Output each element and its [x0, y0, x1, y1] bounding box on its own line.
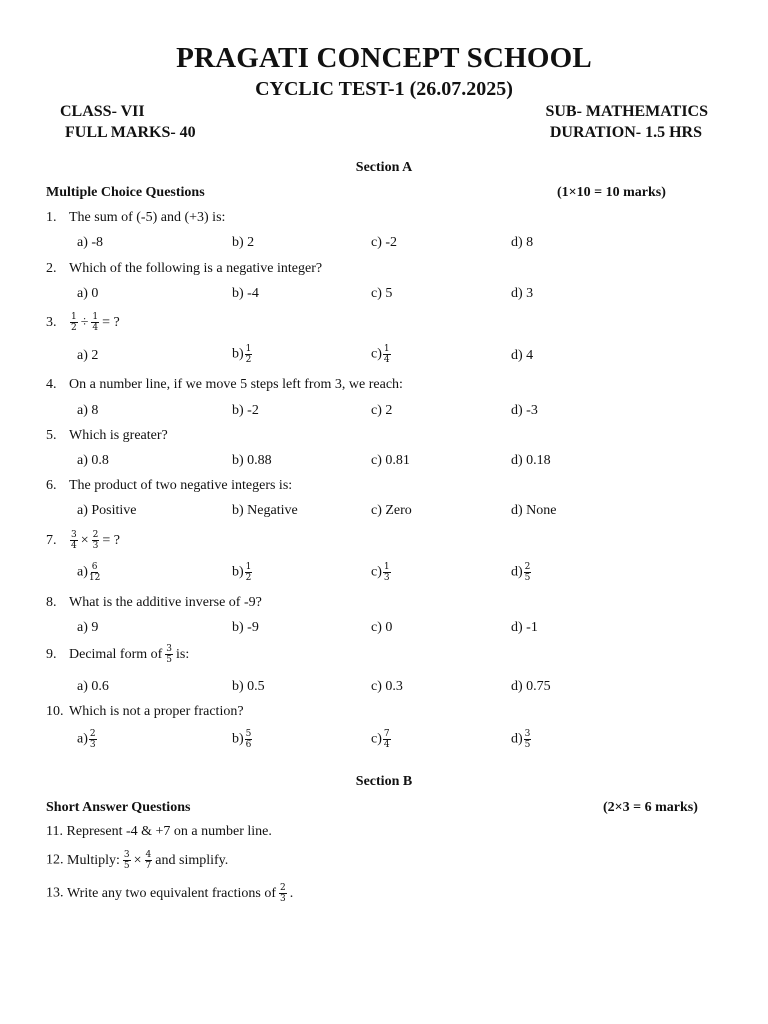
question-text: Which is greater?: [69, 428, 168, 443]
question-11: [46, 824, 272, 840]
question-number: 9.: [46, 646, 57, 662]
question-text: Which of the following is a negative integer?: [69, 261, 323, 276]
full-marks-label: FULL MARKS- 40: [65, 124, 196, 141]
option-d: d) -3: [511, 403, 538, 418]
question-12: [46, 850, 228, 871]
option-a: a) $\frac{2}{3}$: [77, 729, 96, 750]
fraction: $\frac{1}{2}$: [71, 312, 77, 333]
question-4: [46, 377, 403, 393]
option-d: d) -1: [511, 620, 538, 635]
question-3: [46, 312, 120, 333]
question-number: 10.: [46, 704, 64, 719]
fraction: $\frac{3}{5}$: [123, 850, 130, 871]
question-number: 13.: [46, 885, 64, 901]
option-d: d) 8: [511, 235, 534, 250]
question-number: 3.: [46, 314, 57, 330]
fraction: $\frac{3}{5}$: [166, 644, 173, 665]
option-b: b) $\frac{1}{2}$: [232, 344, 252, 365]
fraction: $\frac{1}{4}$: [92, 312, 99, 333]
mcq-heading: Multiple Choice Questions: [46, 185, 205, 200]
question-9: [46, 644, 189, 665]
option-d: d) 4: [511, 348, 534, 363]
question-number: 8.: [46, 595, 57, 610]
option-b: b) 0.88: [232, 453, 272, 468]
option-c: c) 2: [371, 403, 393, 418]
option-a: a) 0.8: [77, 453, 109, 468]
question-number: 2.: [46, 261, 57, 276]
question-number: 12.: [46, 852, 64, 868]
option-d: d) 0.18: [511, 453, 551, 468]
question-8: [46, 595, 262, 611]
option-d: d) None: [511, 503, 557, 518]
option-b: b) 0.5: [232, 679, 265, 694]
math-expression: $\frac{3}{4}$ × $\frac{2}{3}$ = ?: [71, 530, 120, 551]
option-a: a) 8: [77, 403, 99, 418]
option-d: d) 3: [511, 286, 534, 301]
question-number: 1.: [46, 210, 57, 225]
math-expression: $\frac{1}{2}$ ÷ $\frac{1}{4}$ = ?: [71, 312, 120, 333]
option-a: a) 2: [77, 348, 99, 363]
question-text: On a number line, if we move 5 steps left from 3, we reach:: [69, 377, 403, 392]
option-b: b) -2: [232, 403, 259, 418]
question-text: Write any two equivalent fractions of $\frac{2}{3}$ .: [67, 883, 294, 904]
class-label: CLASS- VII: [60, 103, 145, 120]
option-c: c) 0.3: [371, 679, 403, 694]
subject-label: SUB- MATHEMATICS: [545, 103, 708, 120]
fraction: $\frac{2}{3}$: [279, 883, 286, 904]
question-number: 6.: [46, 478, 57, 493]
option-a: a) -8: [77, 235, 104, 250]
question-text: The product of two negative integers is:: [69, 478, 293, 493]
question-text: Multiply: $\frac{3}{5}$ × $\frac{4}{7}$ and simplify.: [67, 850, 229, 871]
option-b: b) $\frac{1}{2}$: [232, 562, 252, 583]
short-answer-marks: (2×3 = 6 marks): [603, 800, 698, 815]
question-number: 5.: [46, 428, 57, 443]
option-b: b) 2: [232, 235, 255, 250]
option-c: c) Zero: [371, 503, 412, 518]
option-c: c) 5: [371, 286, 393, 301]
option-d: d) 0.75: [511, 679, 551, 694]
fraction: $\frac{4}{7}$: [145, 850, 152, 871]
question-number: 4.: [46, 377, 57, 392]
question-number: 7.: [46, 532, 57, 548]
question-5: [46, 428, 168, 444]
duration-label: DURATION- 1.5 HRS: [549, 124, 702, 141]
option-d: d) $\frac{2}{5}$: [511, 562, 531, 583]
mcq-marks: (1×10 = 10 marks): [557, 185, 666, 200]
option-a: a) 0.6: [77, 679, 109, 694]
question-text: Which is not a proper fraction?: [69, 704, 244, 719]
option-a: a) $\frac{6}{12}$: [77, 562, 101, 583]
question-text: What is the additive inverse of -9?: [69, 595, 262, 610]
option-b: b) -4: [232, 286, 259, 301]
option-c: c) 0.81: [371, 453, 410, 468]
option-c: c) $\frac{1}{4}$: [371, 344, 390, 365]
question-10: [46, 704, 244, 720]
question-7: [46, 530, 120, 551]
question-1: [46, 210, 225, 226]
option-a: a) 0: [77, 286, 99, 301]
question-text: Represent -4 & +7 on a number line.: [66, 824, 272, 839]
option-c: c) 0: [371, 620, 393, 635]
option-c: c) $\frac{1}{3}$: [371, 562, 390, 583]
question-number: 11.: [46, 824, 63, 839]
question-text: Decimal form of $\frac{3}{5}$ is:: [69, 644, 190, 665]
question-6: [46, 478, 292, 494]
section-a-title: Section A: [355, 160, 413, 175]
option-a: a) 9: [77, 620, 99, 635]
section-b-title: Section B: [355, 774, 413, 789]
option-c: c) $\frac{7}{4}$: [371, 729, 390, 750]
question-13: [46, 883, 293, 904]
option-b: b) -9: [232, 620, 259, 635]
question-text: The sum of (-5) and (+3) is:: [69, 210, 226, 225]
option-c: c) -2: [371, 235, 398, 250]
option-a: a) Positive: [77, 503, 137, 518]
question-2: [46, 261, 322, 277]
school-name: PRAGATI CONCEPT SCHOOL: [176, 42, 592, 74]
test-title: CYCLIC TEST-1 (26.07.2025): [255, 78, 513, 100]
option-b: b) $\frac{5}{6}$: [232, 729, 252, 750]
option-b: b) Negative: [232, 503, 298, 518]
option-d: d) $\frac{3}{5}$: [511, 729, 531, 750]
fraction: $\frac{3}{4}$: [71, 530, 77, 551]
short-answer-heading: Short Answer Questions: [46, 800, 191, 815]
fraction: $\frac{2}{3}$: [92, 530, 99, 551]
